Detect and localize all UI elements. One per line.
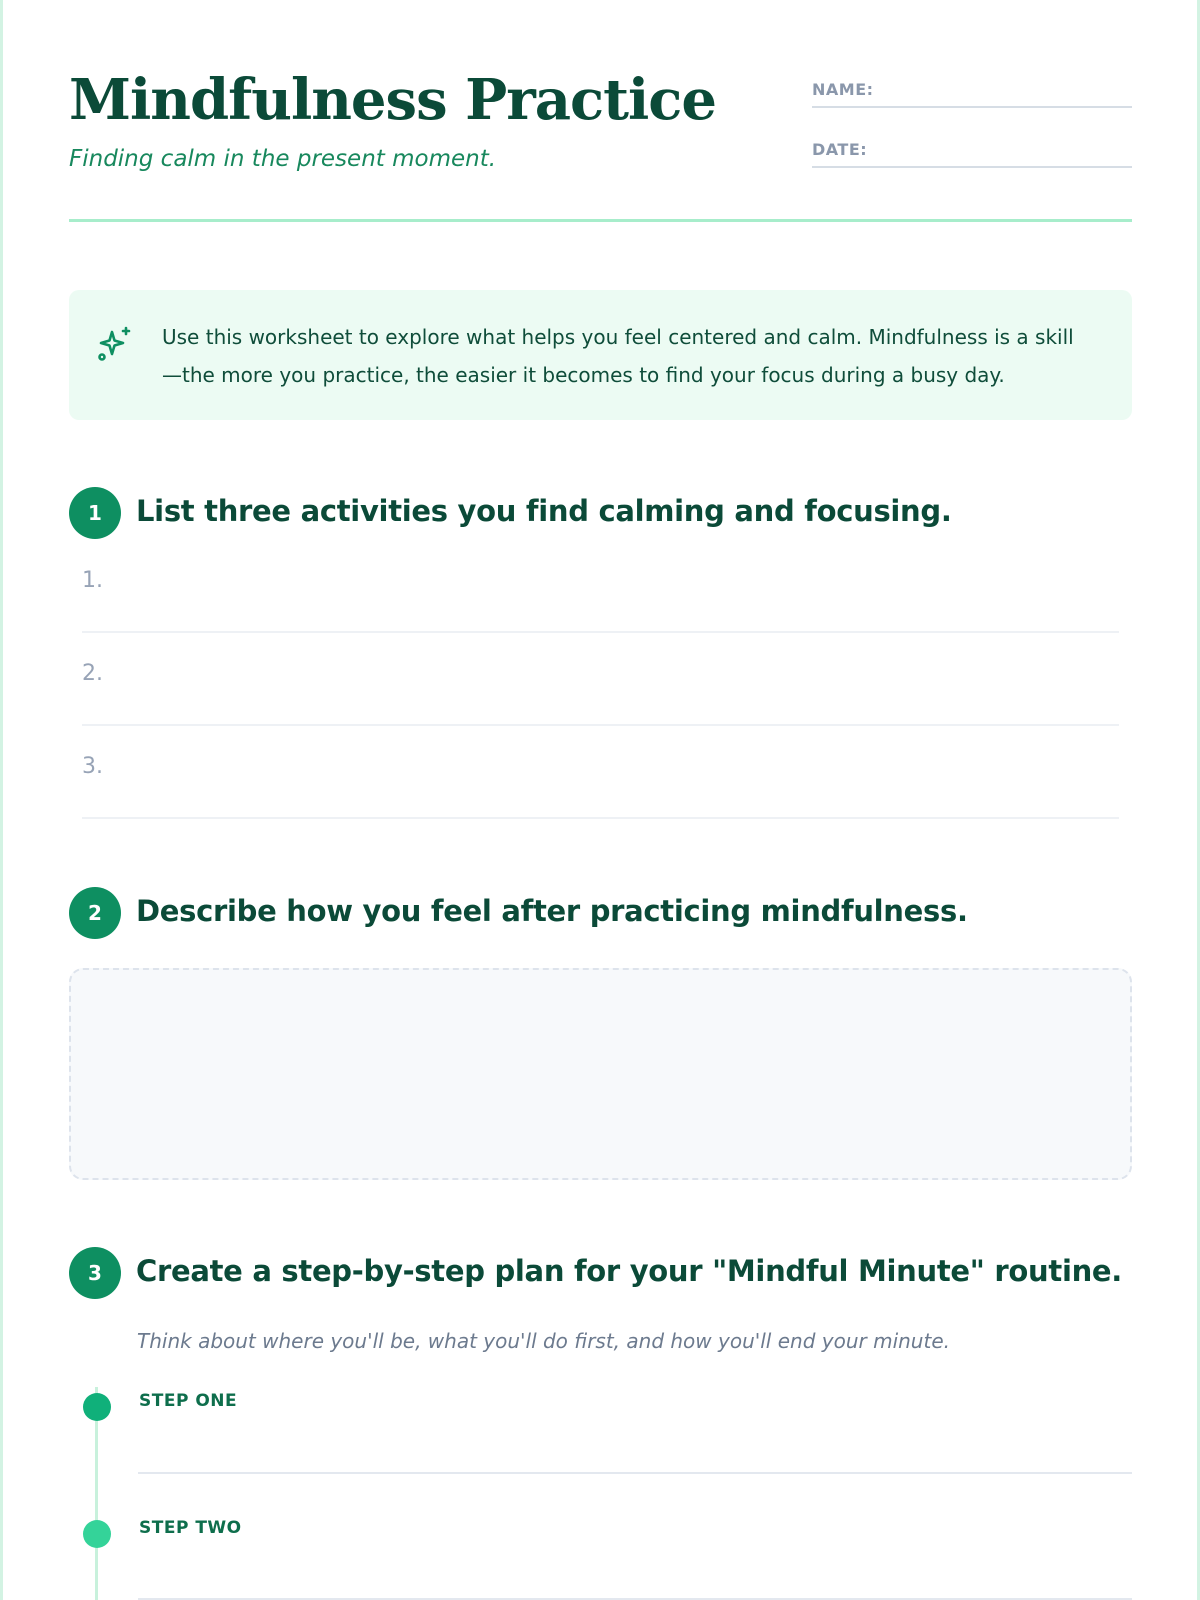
answer-line-1[interactable] — [82, 540, 1119, 633]
answer-line-number: 2. — [82, 661, 103, 686]
page-title: Mindfulness Practice — [69, 67, 716, 133]
question-number-badge: 3 — [69, 1247, 121, 1299]
step-two-label: STEP TWO — [139, 1518, 242, 1538]
page-left-edge — [0, 0, 3, 1600]
answer-line-3[interactable] — [82, 726, 1119, 819]
name-date-fields — [812, 74, 1132, 194]
question-title: Describe how you feel after practicing mindfulness. — [136, 894, 968, 928]
name-field[interactable]: NAME: — [812, 74, 1132, 108]
question-1 — [69, 487, 1132, 827]
question-title: List three activities you find calming and focusing. — [136, 494, 952, 528]
answer-line-number: 1. — [82, 568, 103, 593]
answer-line-number: 3. — [82, 754, 103, 779]
question-number-badge: 2 — [69, 887, 121, 939]
step-one-label: STEP ONE — [139, 1391, 238, 1411]
question-2 — [69, 887, 1132, 1187]
worksheet-header — [69, 64, 1132, 224]
intro-callout — [69, 290, 1132, 420]
question-title: Create a step-by-step plan for your "Mindful Minute" routine. — [136, 1254, 1123, 1288]
sparkle-icon — [95, 324, 135, 364]
step-one-marker — [83, 1393, 111, 1421]
answer-text-area[interactable] — [69, 968, 1132, 1180]
header-divider — [69, 219, 1132, 222]
answer-line-2[interactable] — [82, 633, 1119, 726]
page-subtitle: Finding calm in the present moment. — [69, 146, 497, 172]
intro-text: Use this worksheet to explore what helps you feel centered and calm. Mindfulness is a skill—the more you practice, the easier it becomes to find your focus during a busy day. — [162, 325, 1074, 387]
question-number-badge: 1 — [69, 487, 121, 539]
date-field[interactable]: DATE: — [812, 134, 1132, 168]
question-hint: Think about where you'll be, what you'll do first, and how you'll end your minute. — [137, 1329, 950, 1353]
question-3 — [69, 1247, 1132, 1600]
step-two-marker — [83, 1520, 111, 1548]
step-one-answer-line[interactable] — [138, 1472, 1132, 1474]
